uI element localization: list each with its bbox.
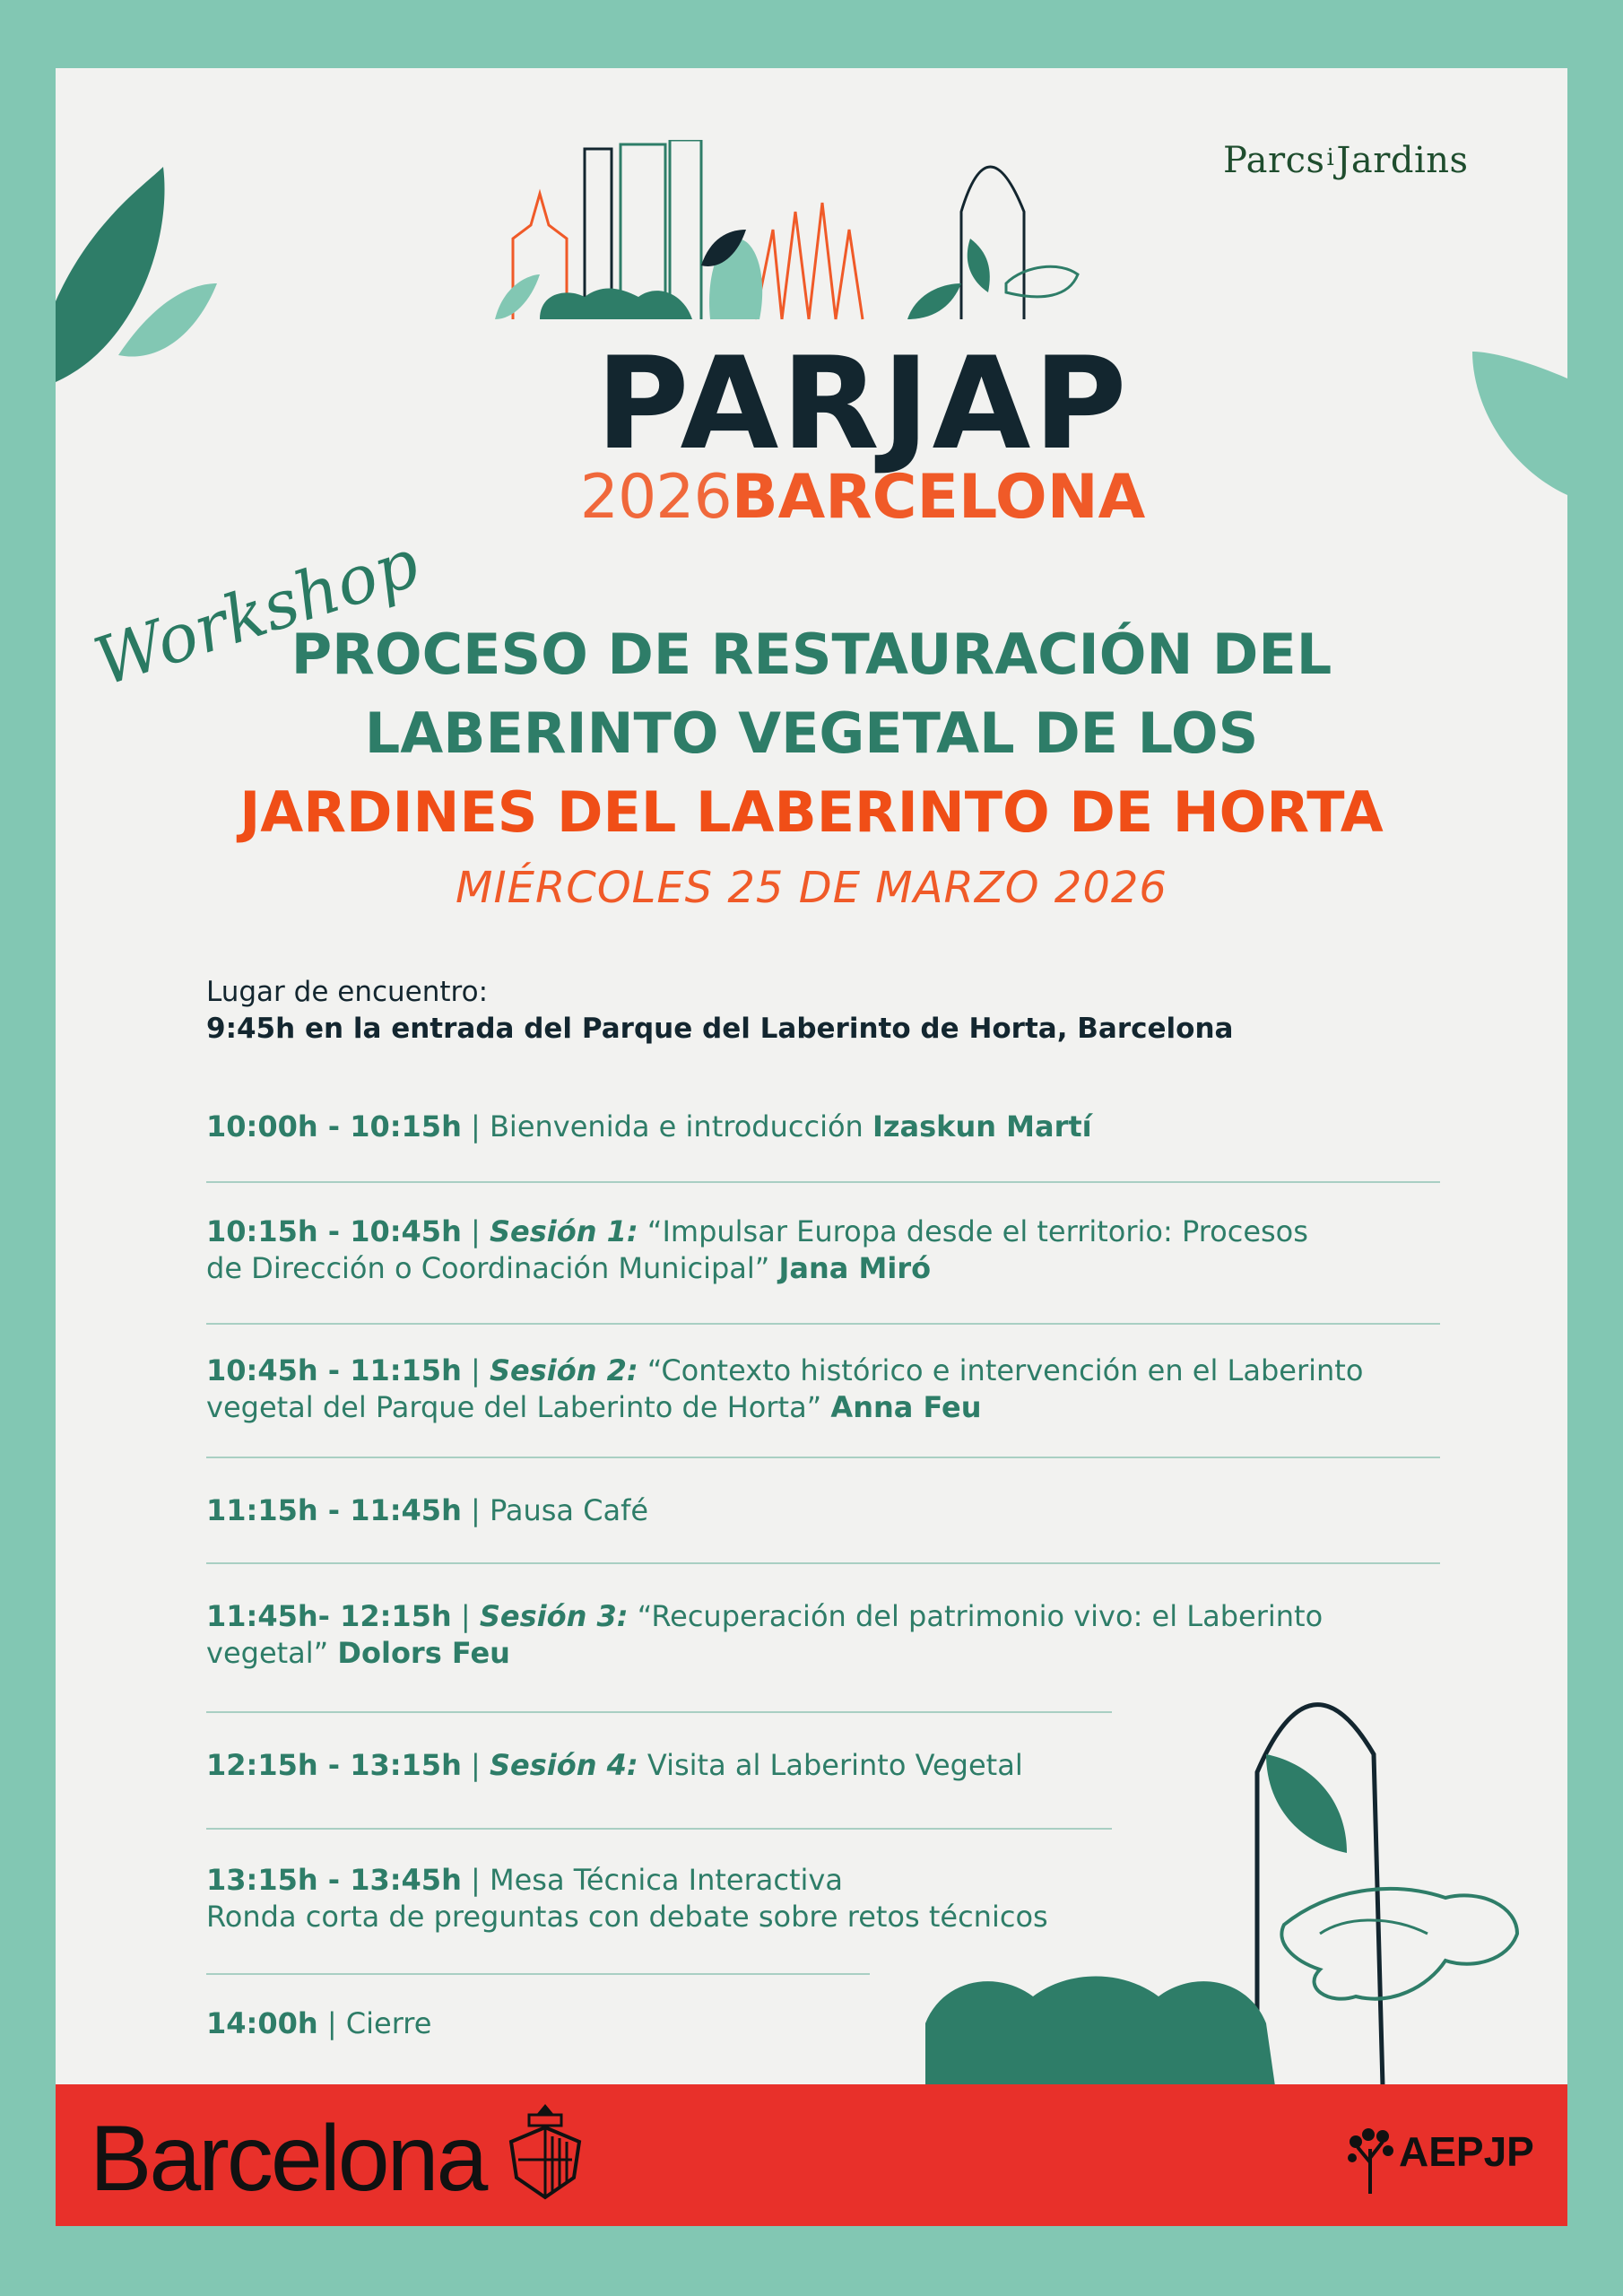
poster-sheet	[56, 68, 1567, 2226]
parjap-brand	[522, 330, 1203, 534]
divider	[206, 1181, 1440, 1183]
agenda-item: 10:00h - 10:15h | Bienvenida e introducción Izaskun Martí	[206, 1109, 1092, 1144]
workshop-label: Workshop	[85, 524, 429, 701]
leaf-top-left-decoration	[56, 167, 235, 400]
agenda-item: 14:00h | Cierre	[206, 2006, 432, 2040]
divider	[206, 1562, 1440, 1564]
agenda-item: 10:45h - 11:15h | Sesión 2: “Contexto histórico e intervención en el Laberinto vegetal del Parque del Laberinto de Horta” Anna Feu	[206, 1353, 1364, 1424]
leaf-right-decoration	[1472, 352, 1567, 531]
barcelona-skyline-illustration	[486, 140, 1114, 346]
barcelona-coat-of-arms-icon	[502, 2097, 588, 2205]
agenda-item: 11:45h- 12:15h | Sesión 3: “Recuperación del patrimonio vivo: el Laberinto vegetal” Dolors Feu	[206, 1599, 1324, 1670]
arch-lizard-illustration	[925, 1665, 1567, 2086]
headline-line-1: PROCESO DE RESTAURACIÓN DEL	[291, 622, 1332, 687]
meeting-point	[206, 974, 1233, 1048]
aepjp-logo: AEPJP	[1399, 2128, 1534, 2175]
headline-line-3: JARDINES DEL LABERINTO DE HORTA	[239, 779, 1384, 845]
footer-bar	[56, 2084, 1567, 2226]
agenda-item: 13:15h - 13:45h | Mesa Técnica Interactiva Ronda corta de preguntas con debate sobre retos técnicos	[206, 1863, 1048, 1934]
barcelona-city-logo: Barcelona	[90, 2107, 486, 2211]
event-date: MIÉRCOLES 25 DE MARZO 2026	[456, 863, 1167, 913]
parcs-jardins-logo: Parcs$^i$Jardins	[1223, 140, 1469, 181]
agenda-item: 10:15h - 10:45h | Sesión 1: “Impulsar Europa desde el territorio: Procesos de Dirección o Coordinación Municipal” Jana Miró	[206, 1214, 1308, 1285]
agenda-item: 12:15h - 13:15h | Sesión 4: Visita al Laberinto Vegetal	[206, 1748, 1023, 1782]
agenda-item: 11:15h - 11:45h | Pausa Café	[206, 1493, 649, 1527]
divider	[206, 1973, 870, 1975]
headline-line-2: LABERINTO VEGETAL DE LOS	[364, 700, 1259, 766]
meeting-detail: 9:45h en la entrada del Parque del Laberinto de Horta, Barcelona	[206, 1013, 1234, 1045]
divider	[206, 1323, 1440, 1325]
brand-subtitle: 2026BARCELONA	[579, 462, 1146, 533]
divider	[206, 1457, 1440, 1458]
aepjp-tree-icon	[1347, 2122, 1393, 2194]
event-headline	[56, 615, 1567, 852]
meeting-label: Lugar de encuentro:	[206, 976, 489, 1008]
brand-title: PARJAP	[595, 330, 1130, 478]
